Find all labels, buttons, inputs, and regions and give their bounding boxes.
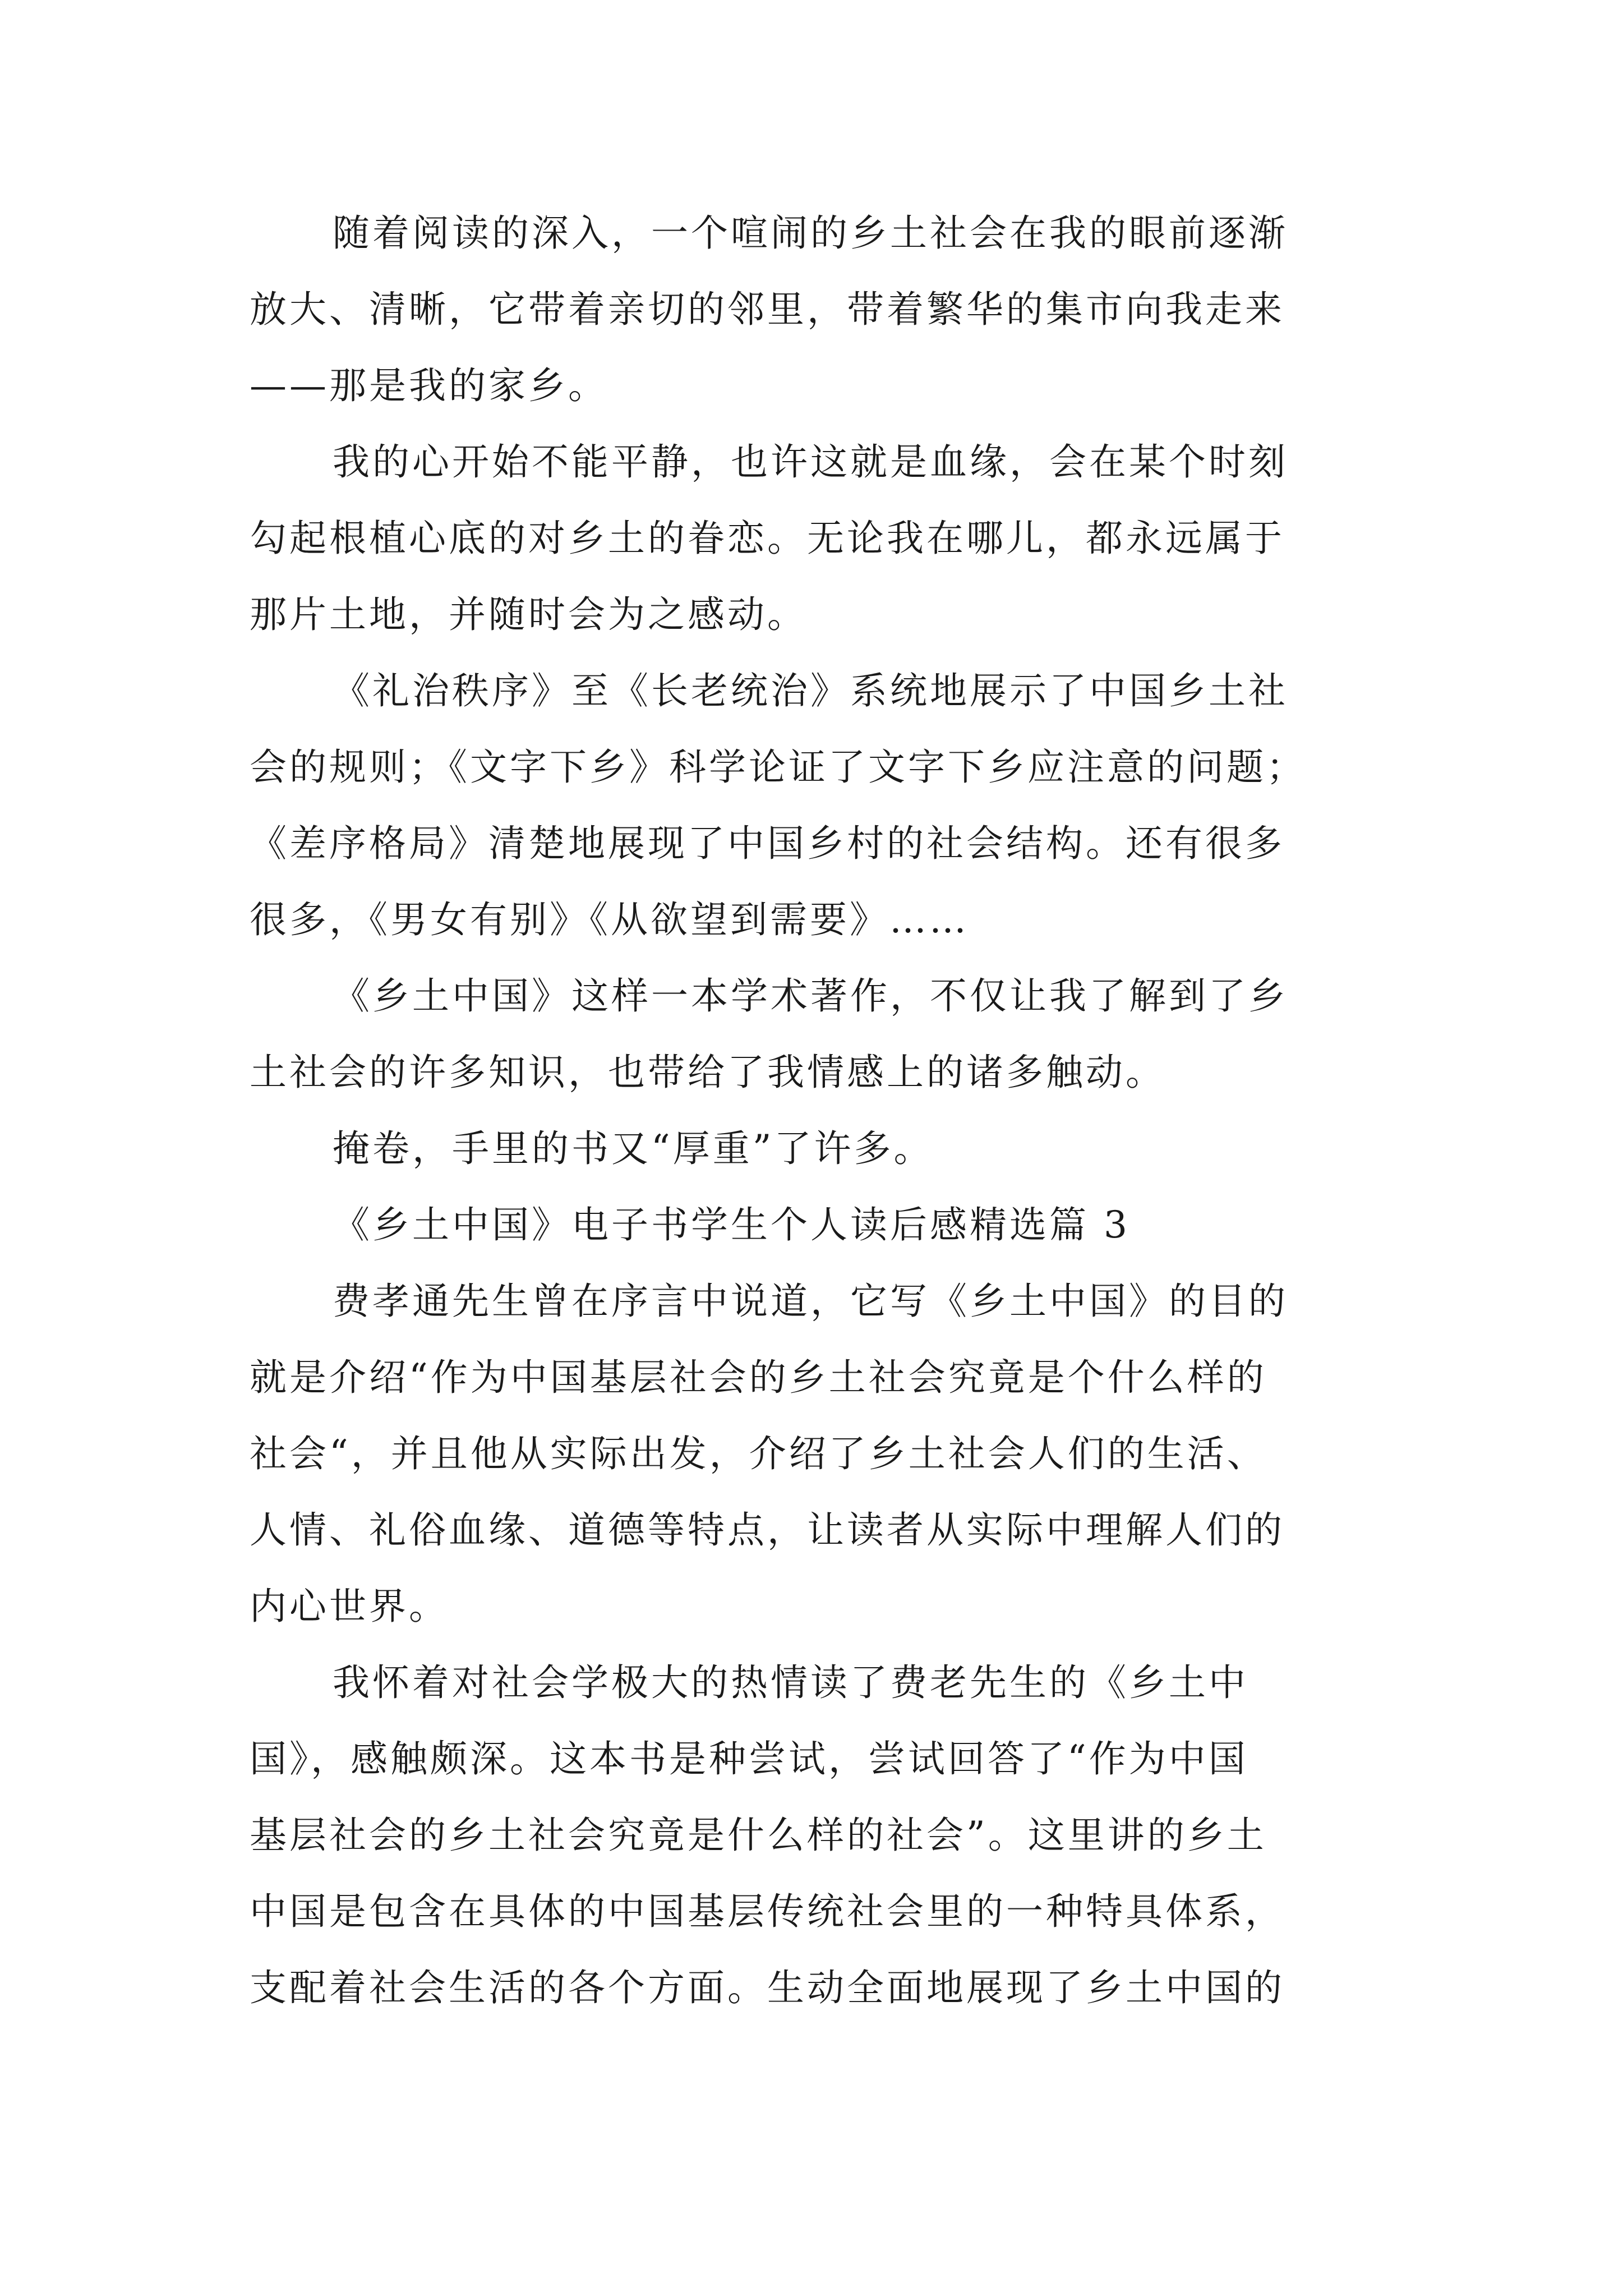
section-heading: 《乡土中国》电子书学生个人读后感精选篇 3 <box>333 1203 1130 1246</box>
paragraph-1: 随着阅读的深入，一个喧闹的乡土社会在我的眼前逐渐 放大、清晰，它带着亲切的邻里，带着繁华的集市向我走来 ——那是我的家乡。 <box>250 211 1288 407</box>
paragraph-6: 费孝通先生曾在序言中说道，它写《乡土中国》的目的 就是介绍“作为中国基层社会的乡土社会究竟是个什么样的 社会“，并且他从实际出发，介绍了乡土社会人们的生活、 人情、礼俗血缘、道德等特点，让读者从实际中理解人们的 内心世界。 <box>250 1280 1288 1628</box>
paragraph-4: 《乡土中国》这样一本学术著作，不仅让我了解到了乡 土社会的许多知识，也带给了我情感上的诸多触动。 <box>250 974 1288 1094</box>
paragraph-5: 掩卷，手里的书又“厚重”了许多。 <box>333 1127 934 1170</box>
body-text <box>250 195 1388 2026</box>
paragraph-3: 《礼治秩序》至《长老统治》系统地展示了中国乡土社 会的规则；《文字下乡》科学论证了文字下乡应注意的问题； 《差序格局》清楚地展现了中国乡村的社会结构。还有很多 很多，《男女有别》《从欲望到需要》…… <box>250 669 1306 941</box>
paragraph-7: 我怀着对社会学极大的热情读了费老先生的《乡土中 国》，感触颇深。这本书是种尝试，尝试回答了“作为中国 基层社会的乡土社会究竟是什么样的社会”。这里讲的乡土 中国是包含在具体的中国基层传统社会里的一种特具体系， 支配着社会生活的各个方面。生动全面地展现了乡土中国的 <box>250 1661 1285 2009</box>
paragraph-2: 我的心开始不能平静，也许这就是血缘，会在某个时刻 勾起根植心底的对乡土的眷恋。无论我在哪儿，都永远属于 那片土地，并随时会为之感动。 <box>250 440 1288 636</box>
